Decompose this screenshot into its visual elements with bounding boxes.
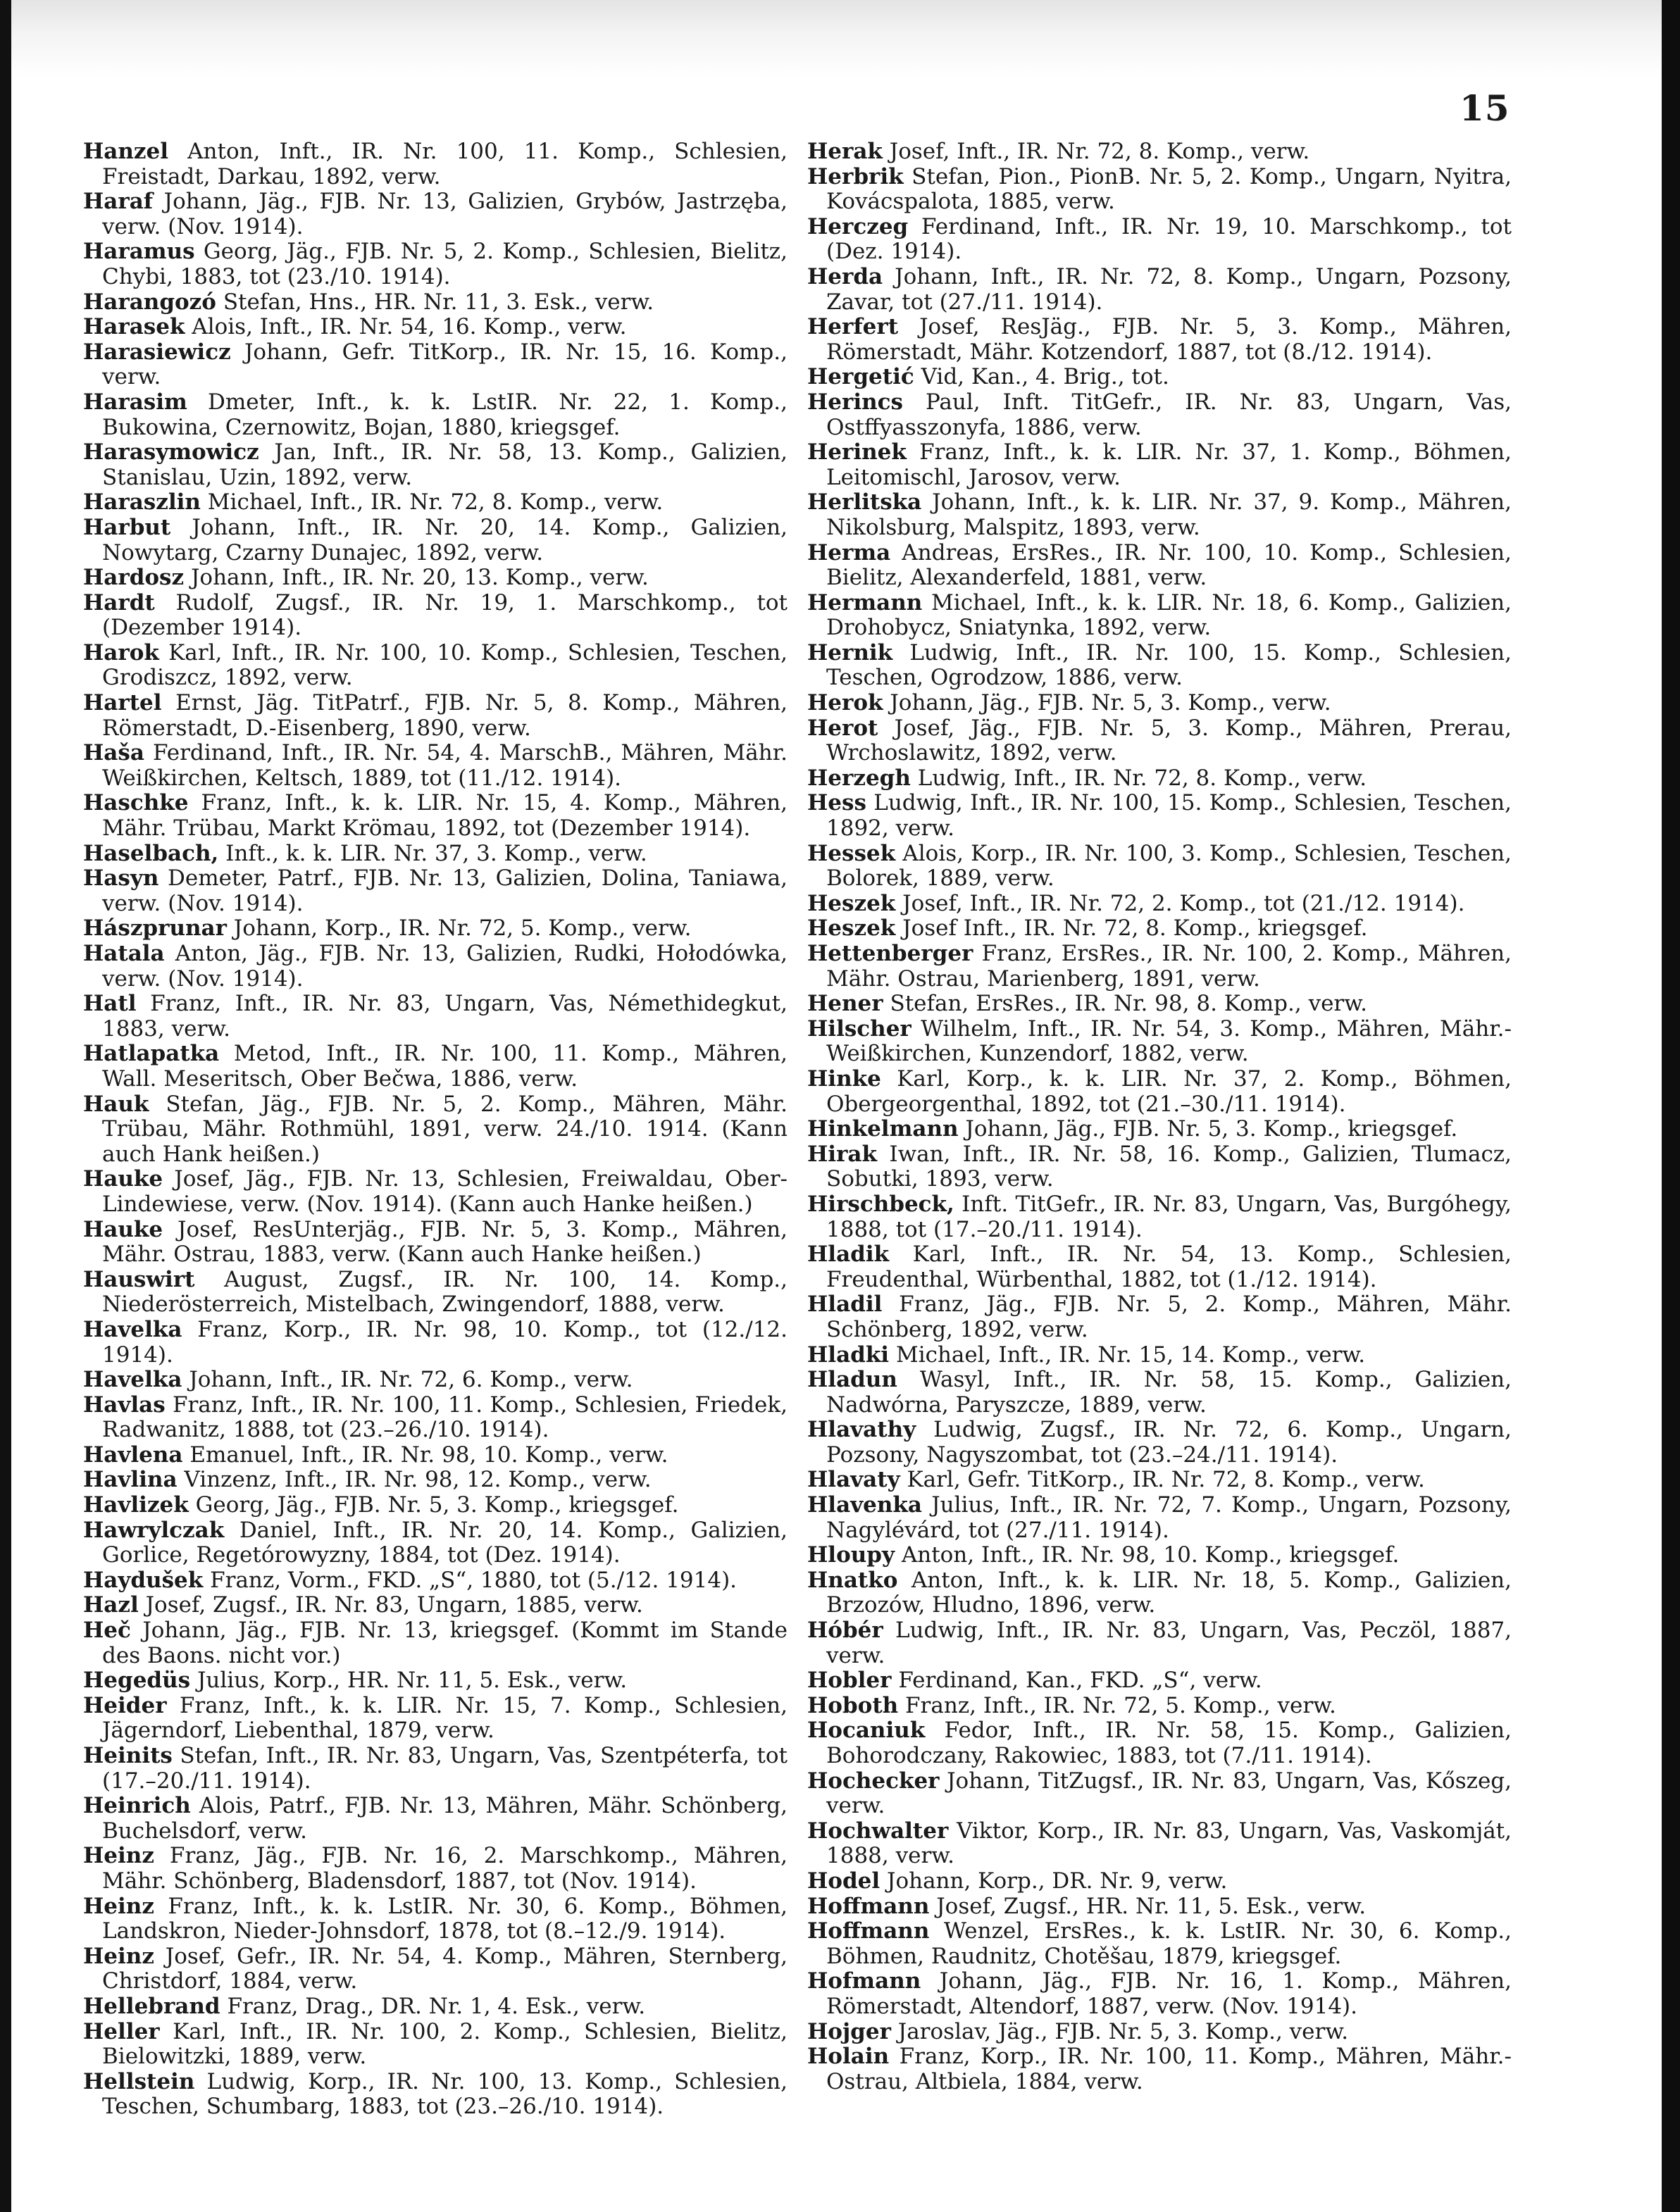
entry-details: Johann, Inft., IR. Nr. 72, 6. Komp., verw. bbox=[182, 1367, 633, 1393]
list-entry bbox=[807, 1343, 1512, 1368]
list-entry bbox=[83, 942, 788, 992]
entry-surname: Haraszlin bbox=[83, 489, 201, 515]
list-entry bbox=[83, 1493, 788, 1518]
entry-details: Franz, Inft., k. k. LIR. Nr. 37, 1. Komp., Böhmen, Leitomischl, Jarosov, verw. bbox=[826, 439, 1512, 490]
scan-right-border bbox=[1662, 0, 1680, 2212]
entry-details: Franz, Jäg., FJB. Nr. 5, 2. Komp., Mähren, Mähr. Schönberg, 1892, verw. bbox=[826, 1292, 1512, 1342]
entry-details: Karl, Gefr. TitKorp., IR. Nr. 72, 8. Komp., verw. bbox=[900, 1467, 1425, 1493]
entry-details: Anton, Jäg., FJB. Nr. 13, Galizien, Rudki, Hołodówka, verw. (Nov. 1914). bbox=[102, 941, 788, 992]
entry-details: Franz, Korp., IR. Nr. 98, 10. Komp., tot (12./12. 1914). bbox=[102, 1316, 788, 1368]
entry-details: Andreas, ErsRes., IR. Nr. 100, 10. Komp., Schlesien, Bielitz, Alexanderfeld, 1881, verw. bbox=[826, 539, 1512, 591]
entry-surname: Havlas bbox=[83, 1392, 166, 1418]
entry-surname: Hobler bbox=[807, 1668, 892, 1694]
entry-details: Daniel, Inft., IR. Nr. 20, 14. Komp., Galizien, Gorlice, Regetórowyzny, 1884, tot (Dez. 1914). bbox=[102, 1517, 788, 1568]
entry-surname: Hardosz bbox=[83, 565, 185, 591]
entry-details: Josef, Zugsf., HR. Nr. 11, 5. Esk., verw. bbox=[929, 1893, 1367, 1919]
entry-details: Franz, Korp., IR. Nr. 100, 11. Komp., Mähren, Mähr.-Ostrau, Altbiela, 1884, verw. bbox=[826, 2044, 1512, 2094]
entry-surname: Herinek bbox=[807, 439, 907, 465]
entry-surname: Heinz bbox=[83, 1943, 154, 1969]
scan-left-border bbox=[0, 0, 11, 2212]
list-entry bbox=[807, 1418, 1512, 1468]
entry-surname: Haraf bbox=[83, 189, 154, 215]
entry-details: Johann, Korp., IR. Nr. 72, 5. Komp., verw. bbox=[226, 916, 692, 942]
entry-surname: Herok bbox=[807, 690, 883, 716]
list-entry bbox=[807, 641, 1512, 691]
entry-surname: Harasymowicz bbox=[83, 439, 259, 465]
list-entry bbox=[807, 1242, 1512, 1292]
entry-details: Franz, Jäg., FJB. Nr. 16, 2. Marschkomp., Mähren, Mähr. Schönberg, Bladensdorf, 1887, tot (Nov. 1914). bbox=[102, 1843, 788, 1894]
list-entry bbox=[83, 1593, 788, 1618]
list-entry bbox=[83, 842, 788, 867]
list-entry bbox=[83, 1518, 788, 1568]
entry-surname: Hlavathy bbox=[807, 1417, 916, 1443]
list-entry bbox=[83, 1994, 788, 2020]
entry-details: Stefan, Jäg., FJB. Nr. 5, 2. Komp., Mähren, Mähr. Trübau, Mähr. Rothmühl, 1891, verw. 24./10. 1914. (Kann auch Hank heißen.) bbox=[102, 1091, 788, 1167]
entry-surname: Havelka bbox=[83, 1367, 182, 1393]
entry-details: Stefan, Hns., HR. Nr. 11, 3. Esk., verw. bbox=[216, 289, 654, 315]
right-column bbox=[807, 139, 1512, 2094]
entry-surname: Harok bbox=[83, 639, 159, 666]
entry-surname: Haša bbox=[83, 740, 144, 766]
list-entry bbox=[83, 1368, 788, 1393]
entry-details: Franz, Inft., IR. Nr. 83, Ungarn, Vas, Némethidegkut, 1883, verw. bbox=[102, 991, 788, 1042]
entry-surname: Hochecker bbox=[807, 1768, 940, 1794]
list-entry bbox=[83, 1944, 788, 1994]
list-entry bbox=[807, 1117, 1512, 1142]
entry-surname: Hloupy bbox=[807, 1542, 895, 1568]
entry-details: Ludwig, Inft., IR. Nr. 100, 15. Komp., Schlesien, Teschen, Ogrodzow, 1886, verw. bbox=[826, 639, 1512, 691]
list-entry bbox=[807, 1067, 1512, 1117]
list-entry bbox=[807, 1919, 1512, 1969]
list-entry bbox=[807, 440, 1512, 490]
entry-surname: Harasim bbox=[83, 389, 187, 415]
entry-details: Karl, Inft., IR. Nr. 100, 10. Komp., Schlesien, Teschen, Grodiszcz, 1892, verw. bbox=[102, 639, 788, 691]
entry-details: Vinzenz, Inft., IR. Nr. 98, 12. Komp., verw. bbox=[177, 1467, 652, 1493]
list-entry bbox=[83, 992, 788, 1042]
entry-details: Vid, Kan., 4. Brig., tot. bbox=[914, 364, 1169, 390]
list-entry bbox=[807, 691, 1512, 716]
list-entry bbox=[807, 541, 1512, 591]
list-entry bbox=[83, 490, 788, 515]
entry-details: Ludwig, Inft., IR. Nr. 83, Ungarn, Vas, Peczöl, 1887, verw. bbox=[826, 1618, 1512, 1668]
list-entry bbox=[83, 2070, 788, 2120]
entry-details: Johann, Jäg., FJB. Nr. 5, 3. Komp., verw. bbox=[883, 690, 1331, 716]
entry-details: Johann, Inft., IR. Nr. 20, 13. Komp., verw. bbox=[184, 565, 649, 591]
entry-details: Franz, Inft., IR. Nr. 100, 11. Komp., Schlesien, Friedek, Radwanitz, 1888, tot (23.–26./10. 1914). bbox=[102, 1392, 788, 1443]
list-entry bbox=[83, 1844, 788, 1894]
list-entry bbox=[83, 1744, 788, 1794]
entry-surname: Hlavaty bbox=[807, 1467, 900, 1493]
entry-details: Karl, Inft., IR. Nr. 54, 13. Komp., Schlesien, Freudenthal, Würbenthal, 1882, tot (1./12. 1914). bbox=[826, 1242, 1512, 1292]
entry-surname: Havlena bbox=[83, 1442, 183, 1468]
entry-details: Josef Inft., IR. Nr. 72, 8. Komp., kriegsgef. bbox=[895, 916, 1368, 942]
entry-details: Josef, Gefr., IR. Nr. 54, 4. Komp., Mähren, Sternberg, Christdorf, 1884, verw. bbox=[102, 1943, 788, 1994]
entry-details: Josef, Jäg., FJB. Nr. 13, Schlesien, Freiwaldau, Ober-Lindewiese, verw. (Nov. 1914). (Kann auch Hanke heißen.) bbox=[102, 1166, 788, 1217]
entry-details: Josef, Jäg., FJB. Nr. 5, 3. Komp., Mähren, Prerau, Wrchoslawitz, 1892, verw. bbox=[826, 715, 1512, 766]
page-number: 15 bbox=[1460, 87, 1510, 129]
list-entry bbox=[807, 265, 1512, 315]
entry-details: Jan, Inft., IR. Nr. 58, 13. Komp., Galizien, Stanislau, Uzin, 1892, verw. bbox=[102, 439, 788, 490]
entry-details: Alois, Inft., IR. Nr. 54, 16. Komp., verw. bbox=[185, 314, 627, 340]
entry-details: Demeter, Patrf., FJB. Nr. 13, Galizien, Dolina, Taniawa, verw. (Nov. 1914). bbox=[102, 866, 788, 916]
entry-details: Anton, Inft., k. k. LIR. Nr. 18, 5. Komp., Galizien, Brzozów, Hludno, 1896, verw. bbox=[826, 1567, 1512, 1618]
entry-surname: Heider bbox=[83, 1692, 167, 1718]
entry-surname: Hardt bbox=[83, 589, 155, 616]
entry-details: Franz, Inft., k. k. LIR. Nr. 15, 4. Komp., Mähren, Mähr. Trübau, Markt Krömau, 1892, tot (Dezember 1914). bbox=[102, 790, 788, 842]
list-entry bbox=[83, 515, 788, 566]
entry-details: Franz, ErsRes., IR. Nr. 100, 2. Komp., Mähren, Mähr. Ostrau, Marienberg, 1891, verw. bbox=[826, 941, 1512, 992]
entry-surname: Hatl bbox=[83, 991, 137, 1017]
entry-details: Franz, Vorm., FKD. „S“, 1880, tot (5./12. 1914). bbox=[203, 1567, 738, 1593]
list-entry bbox=[83, 315, 788, 340]
entry-details: Ludwig, Inft., IR. Nr. 100, 15. Komp., Schlesien, Teschen, 1892, verw. bbox=[826, 790, 1512, 842]
list-entry bbox=[807, 1718, 1512, 1768]
list-entry bbox=[83, 290, 788, 315]
entry-surname: Herma bbox=[807, 539, 891, 566]
list-entry bbox=[83, 1618, 788, 1668]
list-entry bbox=[807, 1142, 1512, 1192]
entry-surname: Holain bbox=[807, 2044, 890, 2070]
entry-details: Inft. TitGefr., IR. Nr. 83, Ungarn, Vas, Burgóhegy, 1888, tot (17.–20./11. 1914). bbox=[826, 1191, 1512, 1242]
list-entry bbox=[807, 365, 1512, 390]
list-entry bbox=[807, 1543, 1512, 1568]
list-entry bbox=[807, 390, 1512, 440]
list-entry bbox=[83, 1694, 788, 1744]
entry-details: Ferdinand, Inft., IR. Nr. 54, 4. MarschB., Mähren, Mähr. Weißkirchen, Keltsch, 1889, tot (11./12. 1914). bbox=[102, 740, 788, 791]
list-entry bbox=[807, 2020, 1512, 2045]
entry-surname: Hochwalter bbox=[807, 1818, 949, 1844]
entry-surname: Hermann bbox=[807, 589, 923, 616]
entry-details: Michael, Inft., k. k. LIR. Nr. 18, 6. Komp., Galizien, Drohobycz, Sniatynka, 1892, verw. bbox=[826, 589, 1512, 641]
entry-details: Franz, Drag., DR. Nr. 1, 4. Esk., verw. bbox=[220, 1993, 646, 2019]
entry-details: Josef, ResUnterjäg., FJB. Nr. 5, 3. Komp., Mähren, Mähr. Ostrau, 1883, verw. (Kann auch Hanke heißen.) bbox=[102, 1216, 788, 1268]
list-entry bbox=[807, 591, 1512, 641]
list-entry bbox=[83, 1393, 788, 1443]
list-entry bbox=[807, 1292, 1512, 1342]
list-entry bbox=[83, 239, 788, 289]
entry-details: Ferdinand, Inft., IR. Nr. 19, 10. Marschkomp., tot (Dez. 1914). bbox=[826, 213, 1512, 265]
entry-details: Georg, Jäg., FJB. Nr. 5, 2. Komp., Schlesien, Bielitz, Chybi, 1883, tot (23./10. 1914). bbox=[102, 239, 788, 289]
entry-details: Stefan, ErsRes., IR. Nr. 98, 8. Komp., verw. bbox=[883, 991, 1367, 1017]
entry-surname: Haydušek bbox=[83, 1567, 204, 1593]
entry-surname: Hocaniuk bbox=[807, 1718, 926, 1744]
entry-details: Karl, Inft., IR. Nr. 100, 2. Komp., Schlesien, Bielitz, Bielowitzki, 1889, verw. bbox=[102, 2018, 788, 2070]
entry-details: Johann, Gefr. TitKorp., IR. Nr. 15, 16. Komp., verw. bbox=[102, 339, 788, 390]
entry-surname: Hinke bbox=[807, 1066, 881, 1092]
entry-surname: Hirschbeck, bbox=[807, 1191, 954, 1217]
entry-details: Josef, Inft., IR. Nr. 72, 2. Komp., tot (21./12. 1914). bbox=[895, 890, 1465, 916]
entry-details: August, Zugsf., IR. Nr. 100, 14. Komp., Niederösterreich, Mistelbach, Zwingendorf, 1888, verw. bbox=[102, 1266, 788, 1318]
entry-details: Alois, Korp., IR. Nr. 100, 3. Komp., Schlesien, Teschen, Bolorek, 1889, verw. bbox=[826, 840, 1512, 892]
entry-surname: Hauk bbox=[83, 1091, 149, 1117]
list-entry bbox=[83, 1092, 788, 1168]
entry-surname: Hoffmann bbox=[807, 1893, 930, 1919]
entry-surname: Hasyn bbox=[83, 866, 159, 892]
list-entry bbox=[807, 1368, 1512, 1418]
entry-details: Ludwig, Zugsf., IR. Nr. 72, 6. Komp., Ungarn, Pozsony, Nagyszombat, tot (23.–24./11. 1914). bbox=[826, 1417, 1512, 1468]
entry-surname: Hilscher bbox=[807, 1016, 911, 1042]
entry-surname: Hladil bbox=[807, 1292, 883, 1318]
list-entry bbox=[83, 189, 788, 239]
entry-surname: Hartel bbox=[83, 690, 162, 716]
entry-surname: Hóbér bbox=[807, 1618, 883, 1644]
entry-surname: Haramus bbox=[83, 239, 195, 265]
entry-details: Johann, Jäg., FJB. Nr. 13, Galizien, Grybów, Jastrzęba, verw. (Nov. 1914). bbox=[102, 189, 788, 239]
entry-surname: Hoffmann bbox=[807, 1918, 930, 1944]
list-entry bbox=[83, 566, 788, 591]
entry-details: Johann, Jäg., FJB. Nr. 16, 1. Komp., Mähren, Römerstadt, Altendorf, 1887, verw. (Nov. 1914). bbox=[826, 1968, 1512, 2019]
entry-details: Dmeter, Inft., k. k. LstIR. Nr. 22, 1. Komp., Bukowina, Czernowitz, Bojan, 1880, kriegsgef. bbox=[102, 389, 788, 440]
entry-details: Jaroslav, Jäg., FJB. Nr. 5, 3. Komp., verw. bbox=[890, 2018, 1349, 2044]
entry-surname: Hatala bbox=[83, 941, 165, 966]
list-entry bbox=[807, 1568, 1512, 1618]
entry-surname: Hauke bbox=[83, 1166, 163, 1192]
entry-surname: Hojger bbox=[807, 2018, 891, 2044]
entry-details: Georg, Jäg., FJB. Nr. 5, 3. Komp., kriegsgef. bbox=[188, 1492, 679, 1518]
left-column bbox=[83, 139, 788, 2120]
entry-details: Ludwig, Inft., IR. Nr. 72, 8. Komp., verw. bbox=[910, 765, 1367, 791]
entry-surname: Herda bbox=[807, 263, 883, 289]
entry-details: Paul, Inft. TitGefr., IR. Nr. 83, Ungarn, Vas, Ostffyasszonyfa, 1886, verw. bbox=[826, 389, 1512, 440]
entry-details: Julius, Korp., HR. Nr. 11, 5. Esk., verw. bbox=[190, 1668, 628, 1694]
list-entry bbox=[807, 716, 1512, 766]
list-entry bbox=[83, 1568, 788, 1594]
entry-surname: Hirak bbox=[807, 1141, 877, 1167]
list-entry bbox=[807, 791, 1512, 841]
list-entry bbox=[83, 340, 788, 390]
list-entry bbox=[83, 1468, 788, 1493]
list-entry bbox=[807, 992, 1512, 1017]
list-entry bbox=[83, 1668, 788, 1694]
list-entry bbox=[83, 390, 788, 440]
entry-surname: Hatlapatka bbox=[83, 1041, 220, 1067]
entry-details: Johann, Korp., DR. Nr. 9, verw. bbox=[880, 1868, 1228, 1894]
entry-details: Anton, Inft., IR. Nr. 98, 10. Komp., kriegsgef. bbox=[894, 1542, 1400, 1568]
entry-surname: Heč bbox=[83, 1618, 131, 1644]
entry-details: Wilhelm, Inft., IR. Nr. 54, 3. Komp., Mähren, Mähr.-Weißkirchen, Kunzendorf, 1882, verw. bbox=[826, 1016, 1512, 1067]
entry-details: Anton, Inft., IR. Nr. 100, 11. Komp., Schlesien, Freistadt, Darkau, 1892, verw. bbox=[102, 139, 788, 189]
entry-surname: Hofmann bbox=[807, 1968, 921, 1994]
list-entry bbox=[83, 791, 788, 841]
list-entry bbox=[807, 139, 1512, 165]
list-entry bbox=[83, 866, 788, 916]
entry-details: Inft., k. k. LIR. Nr. 37, 3. Komp., verw. bbox=[218, 840, 647, 866]
entry-surname: Harbut bbox=[83, 514, 171, 540]
entry-surname: Hener bbox=[807, 991, 883, 1017]
list-entry bbox=[807, 1819, 1512, 1869]
entry-details: Iwan, Inft., IR. Nr. 58, 16. Komp., Galizien, Tlumacz, Sobutki, 1893, verw. bbox=[826, 1141, 1512, 1192]
list-entry bbox=[83, 139, 788, 189]
entry-surname: Heinits bbox=[83, 1743, 173, 1768]
list-entry bbox=[807, 1694, 1512, 1719]
list-entry bbox=[83, 2020, 788, 2070]
list-entry bbox=[807, 1618, 1512, 1668]
list-entry bbox=[807, 2044, 1512, 2094]
entry-surname: Hladik bbox=[807, 1242, 890, 1268]
list-entry bbox=[83, 1794, 788, 1844]
entry-surname: Hellebrand bbox=[83, 1993, 220, 2019]
list-entry bbox=[807, 1493, 1512, 1543]
entry-details: Fedor, Inft., IR. Nr. 58, 15. Komp., Galizien, Bohorodczany, Rakowiec, 1883, tot (7./11. 1914). bbox=[826, 1718, 1512, 1768]
list-entry bbox=[83, 1268, 788, 1318]
list-entry bbox=[807, 842, 1512, 892]
list-entry bbox=[807, 490, 1512, 540]
list-entry bbox=[807, 1468, 1512, 1493]
entry-surname: Hazl bbox=[83, 1592, 139, 1618]
entry-details: Wenzel, ErsRes., k. k. LstIR. Nr. 30, 6. Komp., Böhmen, Raudnitz, Chotěšau, 1879, kriegsgef. bbox=[826, 1918, 1512, 1969]
entry-surname: Hladki bbox=[807, 1342, 890, 1368]
entry-surname: Heinrich bbox=[83, 1793, 191, 1819]
entry-surname: Hnatko bbox=[807, 1567, 898, 1593]
list-entry bbox=[83, 440, 788, 490]
entry-surname: Heszek bbox=[807, 916, 896, 942]
entry-details: Johann, TitZugsf., IR. Nr. 83, Ungarn, Vas, Kőszeg, verw. bbox=[826, 1768, 1512, 1819]
list-entry bbox=[807, 916, 1512, 942]
list-entry bbox=[83, 641, 788, 691]
entry-surname: Havlizek bbox=[83, 1492, 189, 1518]
entry-details: Johann, Jäg., FJB. Nr. 13, kriegsgef. (Kommt im Stande des Baons. nicht vor.) bbox=[102, 1618, 788, 1668]
entry-surname: Havlina bbox=[83, 1467, 178, 1493]
entry-details: Josef, ResJäg., FJB. Nr. 5, 3. Komp., Mähren, Römerstadt, Mähr. Kotzendorf, 1887, tot (8./12. 1914). bbox=[826, 314, 1512, 365]
entry-surname: Harangozó bbox=[83, 289, 216, 315]
list-entry bbox=[83, 1318, 788, 1368]
entry-details: Ernst, Jäg. TitPatrf., FJB. Nr. 5, 8. Komp., Mähren, Römerstadt, D.-Eisenberg, 1890, verw. bbox=[102, 690, 788, 741]
entry-surname: Havelka bbox=[83, 1316, 182, 1342]
entry-details: Johann, Inft., IR. Nr. 72, 8. Komp., Ungarn, Pozsony, Zavar, tot (27./11. 1914). bbox=[826, 263, 1512, 315]
entry-details: Julius, Inft., IR. Nr. 72, 7. Komp., Ungarn, Pozsony, Nagylévárd, tot (27./11. 1914). bbox=[826, 1492, 1512, 1543]
entry-surname: Herlitska bbox=[807, 489, 922, 515]
entry-surname: Heinz bbox=[83, 1843, 154, 1869]
list-entry bbox=[807, 942, 1512, 992]
entry-surname: Hergetić bbox=[807, 364, 914, 390]
list-entry bbox=[807, 1192, 1512, 1242]
entry-surname: Hauke bbox=[83, 1216, 163, 1242]
entry-details: Stefan, Pion., PionB. Nr. 5, 2. Komp., Ungarn, Nyitra, Kovácspalota, 1885, verw. bbox=[826, 163, 1512, 215]
list-entry bbox=[83, 1443, 788, 1468]
entry-surname: Hettenberger bbox=[807, 941, 973, 966]
entry-details: Franz, Inft., IR. Nr. 72, 5. Komp., verw. bbox=[898, 1692, 1336, 1718]
entry-surname: Hernik bbox=[807, 639, 893, 666]
entry-surname: Hegedüs bbox=[83, 1668, 191, 1694]
list-entry bbox=[807, 892, 1512, 917]
entry-surname: Hászprunar bbox=[83, 916, 227, 942]
entry-details: Josef, Zugsf., IR. Nr. 83, Ungarn, 1885, verw. bbox=[138, 1592, 643, 1618]
entry-surname: Harasek bbox=[83, 314, 185, 340]
entry-details: Johann, Inft., k. k. LIR. Nr. 37, 9. Komp., Mähren, Nikolsburg, Malspitz, 1893, verw. bbox=[826, 489, 1512, 540]
entry-details: Stefan, Inft., IR. Nr. 83, Ungarn, Vas, Szentpéterfa, tot (17.–20./11. 1914). bbox=[102, 1743, 788, 1794]
entry-surname: Hauswirt bbox=[83, 1266, 195, 1292]
entry-surname: Heller bbox=[83, 2018, 160, 2044]
entry-surname: Harasiewicz bbox=[83, 339, 231, 365]
list-entry bbox=[807, 1017, 1512, 1067]
entry-details: Ferdinand, Kan., FKD. „S“, verw. bbox=[891, 1668, 1262, 1694]
list-entry bbox=[83, 591, 788, 641]
entry-surname: Haselbach, bbox=[83, 840, 219, 866]
entry-details: Ludwig, Korp., IR. Nr. 100, 13. Komp., Schlesien, Teschen, Schumbarg, 1883, tot (23.–26./10. 1914). bbox=[102, 2068, 788, 2120]
entry-details: Karl, Korp., k. k. LIR. Nr. 37, 2. Komp., Böhmen, Obergeorgenthal, 1892, tot (21.–30./11. 1914). bbox=[826, 1066, 1512, 1117]
entry-details: Johann, Inft., IR. Nr. 20, 14. Komp., Galizien, Nowytarg, Czarny Dunajec, 1892, verw. bbox=[102, 514, 788, 566]
entry-surname: Herincs bbox=[807, 389, 903, 415]
list-entry bbox=[83, 916, 788, 942]
entry-details: Alois, Patrf., FJB. Nr. 13, Mähren, Mähr. Schönberg, Buchelsdorf, verw. bbox=[102, 1793, 788, 1844]
list-entry bbox=[807, 1668, 1512, 1694]
entry-surname: Hinkelmann bbox=[807, 1116, 959, 1142]
entry-surname: Hlavenka bbox=[807, 1492, 922, 1518]
list-entry bbox=[83, 1894, 788, 1944]
entry-details: Johann, Jäg., FJB. Nr. 5, 3. Komp., kriegsgef. bbox=[958, 1116, 1458, 1142]
entry-surname: Hodel bbox=[807, 1868, 881, 1894]
list-entry bbox=[807, 1769, 1512, 1819]
entry-details: Viktor, Korp., IR. Nr. 83, Ungarn, Vas, Vaskomját, 1888, verw. bbox=[826, 1818, 1512, 1869]
entry-surname: Herot bbox=[807, 715, 878, 741]
entry-surname: Herak bbox=[807, 139, 883, 164]
entry-surname: Hellstein bbox=[83, 2068, 195, 2094]
entry-surname: Herczeg bbox=[807, 213, 909, 239]
entry-details: Josef, Inft., IR. Nr. 72, 8. Komp., verw. bbox=[882, 139, 1310, 164]
list-entry bbox=[83, 1042, 788, 1092]
entry-surname: Herfert bbox=[807, 314, 899, 340]
entry-details: Rudolf, Zugsf., IR. Nr. 19, 1. Marschkomp., tot (Dezember 1914). bbox=[102, 589, 788, 641]
entry-surname: Hessek bbox=[807, 840, 896, 866]
entry-surname: Heinz bbox=[83, 1893, 154, 1919]
list-entry bbox=[83, 691, 788, 741]
entry-surname: Hanzel bbox=[83, 139, 169, 164]
list-entry bbox=[83, 1167, 788, 1217]
entry-details: Metod, Inft., IR. Nr. 100, 11. Komp., Mähren, Wall. Meseritsch, Ober Bečwa, 1886, verw. bbox=[102, 1041, 788, 1092]
entry-surname: Hess bbox=[807, 790, 866, 816]
list-entry bbox=[807, 766, 1512, 792]
entry-surname: Heszek bbox=[807, 890, 896, 916]
entry-details: Michael, Inft., IR. Nr. 15, 14. Komp., verw. bbox=[889, 1342, 1366, 1368]
list-entry bbox=[83, 1218, 788, 1268]
list-entry bbox=[807, 1894, 1512, 1920]
list-entry bbox=[83, 741, 788, 791]
list-entry bbox=[807, 1969, 1512, 2019]
entry-details: Michael, Inft., IR. Nr. 72, 8. Komp., verw. bbox=[200, 489, 664, 515]
entry-details: Franz, Inft., k. k. LstIR. Nr. 30, 6. Komp., Böhmen, Landskron, Nieder-Johnsdorf, 1878, tot (8.–12./9. 1914). bbox=[102, 1893, 788, 1944]
list-entry bbox=[807, 315, 1512, 365]
entry-surname: Haschke bbox=[83, 790, 189, 816]
entry-details: Wasyl, Inft., IR. Nr. 58, 15. Komp., Galizien, Nadwórna, Paryszcze, 1889, verw. bbox=[826, 1367, 1512, 1418]
entry-details: Emanuel, Inft., IR. Nr. 98, 10. Komp., verw. bbox=[182, 1442, 668, 1468]
entry-details: Franz, Inft., k. k. LIR. Nr. 15, 7. Komp., Schlesien, Jägerndorf, Liebenthal, 1879, verw. bbox=[102, 1692, 788, 1744]
scan-top-shading bbox=[0, 0, 1680, 77]
entry-surname: Herbrik bbox=[807, 163, 904, 189]
entry-surname: Hoboth bbox=[807, 1692, 899, 1718]
entry-surname: Hladun bbox=[807, 1367, 897, 1393]
entry-surname: Herzegh bbox=[807, 765, 911, 791]
list-entry bbox=[807, 1869, 1512, 1894]
list-entry bbox=[807, 165, 1512, 215]
list-entry bbox=[807, 215, 1512, 265]
entry-surname: Hawrylczak bbox=[83, 1517, 225, 1543]
